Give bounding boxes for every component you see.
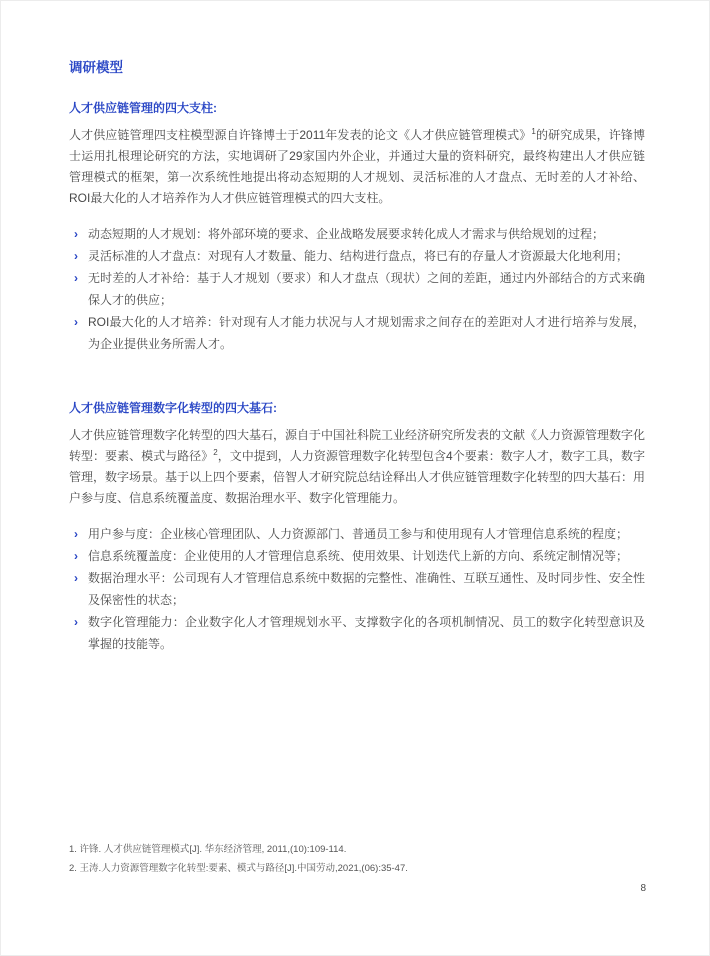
bullet-item (69, 567, 645, 611)
bullet-arrow-icon: › (74, 249, 78, 263)
bullet-item-text: 动态短期的人才规划：将外部环境的要求、企业战略发展要求转化成人才需求与供给规划的过程； (88, 227, 605, 241)
footnote (69, 860, 645, 879)
bullet-item (69, 523, 645, 545)
section-four-pillars-paragraph (69, 125, 645, 209)
page-number: 8 (640, 883, 646, 894)
four-pillars-bullet-list (69, 223, 645, 355)
footnote (69, 841, 645, 860)
bullet-item-text: 无时差的人才补给：基于人才规划（要求）和人才盘点（现状）之间的差距，通过内外部结合的方式来确保人才的供应； (88, 271, 645, 307)
bullet-item-text: 用户参与度：企业核心管理团队、人力资源部门、普通员工参与和使用现有人才管理信息系统的程度； (88, 527, 629, 541)
section-four-basestones (69, 401, 645, 655)
bullet-arrow-icon: › (74, 615, 78, 629)
bullet-item (69, 311, 645, 355)
footnote-ref-1: 1 (531, 127, 536, 136)
bullet-item (69, 611, 645, 655)
bullet-item (69, 245, 645, 267)
bullet-arrow-icon: › (74, 315, 78, 329)
paragraph-text: ，文中提到，人力资源管理数字化转型包含4个要素：数字人才，数字工具，数字管理，数字场景。基于以上四个要素，倍智人才研究院总结诠释出人才供应链管理数字化转型的四大基石：用户参与度、信息系统覆盖度、数据治理水平、数字化管理能力。 (69, 449, 646, 505)
section-four-basestones-paragraph (69, 425, 645, 509)
page-title: 调研模型 (69, 60, 123, 75)
section-four-basestones-heading: 人才供应链管理数字化转型的四大基石: (69, 401, 277, 415)
page-content (69, 59, 645, 655)
footnote-text: 2. 王涛.人力资源管理数字化转型:要素、模式与路径[J].中国劳动,2021,(06):35-47. (69, 862, 408, 874)
bullet-item-text: 数据治理水平：公司现有人才管理信息系统中数据的完整性、准确性、互联互通性、及时同步性、安全性及保密性的状态； (88, 571, 645, 607)
bullet-arrow-icon: › (74, 549, 78, 563)
bullet-arrow-icon: › (74, 571, 78, 585)
bullet-item (69, 223, 645, 245)
paragraph-text: 的研究成果，许锋博士运用扎根理论研究的方法，实地调研了29家国内外企业，并通过大量的资料研究，最终构建出人才供应链管理模式的框架，第一次系统性地提出将动态短期的人才规划、灵活标准的人才盘点、无时差的人才补给、ROI最大化的人才培养作为人才供应链管理模式的四大支柱。 (69, 128, 645, 205)
paragraph-text: 人才供应链管理数字化转型的四大基石，源自于中国社科院工业经济研究所发表的文献《人力资源管理数字化转型：要素、模式与路径》 (69, 428, 646, 463)
paragraph-text: 人才供应链管理四支柱模型源自许锋博士于2011年发表的论文《人才供应链管理模式》 (69, 128, 532, 142)
bullet-item (69, 267, 645, 311)
four-basestones-bullet-list (69, 523, 645, 655)
bullet-arrow-icon: › (74, 527, 78, 541)
bullet-item-text: 信息系统覆盖度：企业使用的人才管理信息系统、使用效果、计划迭代上新的方向、系统定制情况等； (88, 549, 629, 563)
footnote-ref-2: 2 (213, 448, 218, 457)
bullet-item (69, 545, 645, 567)
footnotes (69, 841, 645, 878)
section-four-pillars-heading: 人才供应链管理的四大支柱: (69, 101, 217, 115)
bullet-item-text: 数字化管理能力：企业数字化人才管理规划水平、支撑数字化的各项机制情况、员工的数字化转型意识及掌握的技能等。 (88, 615, 645, 651)
footnote-text: 1. 许锋. 人才供应链管理模式[J]. 华东经济管理, 2011,(10):109-114. (69, 844, 347, 855)
section-four-pillars (69, 101, 645, 355)
bullet-arrow-icon: › (74, 227, 78, 241)
bullet-item-text: ROI最大化的人才培养：针对现有人才能力状况与人才规划需求之间存在的差距对人才进行培养与发展，为企业提供业务所需人才。 (88, 315, 645, 351)
bullet-item-text: 灵活标准的人才盘点：对现有人才数量、能力、结构进行盘点，将已有的存量人才资源最大化地利用； (88, 249, 629, 263)
bullet-arrow-icon: › (74, 271, 78, 285)
